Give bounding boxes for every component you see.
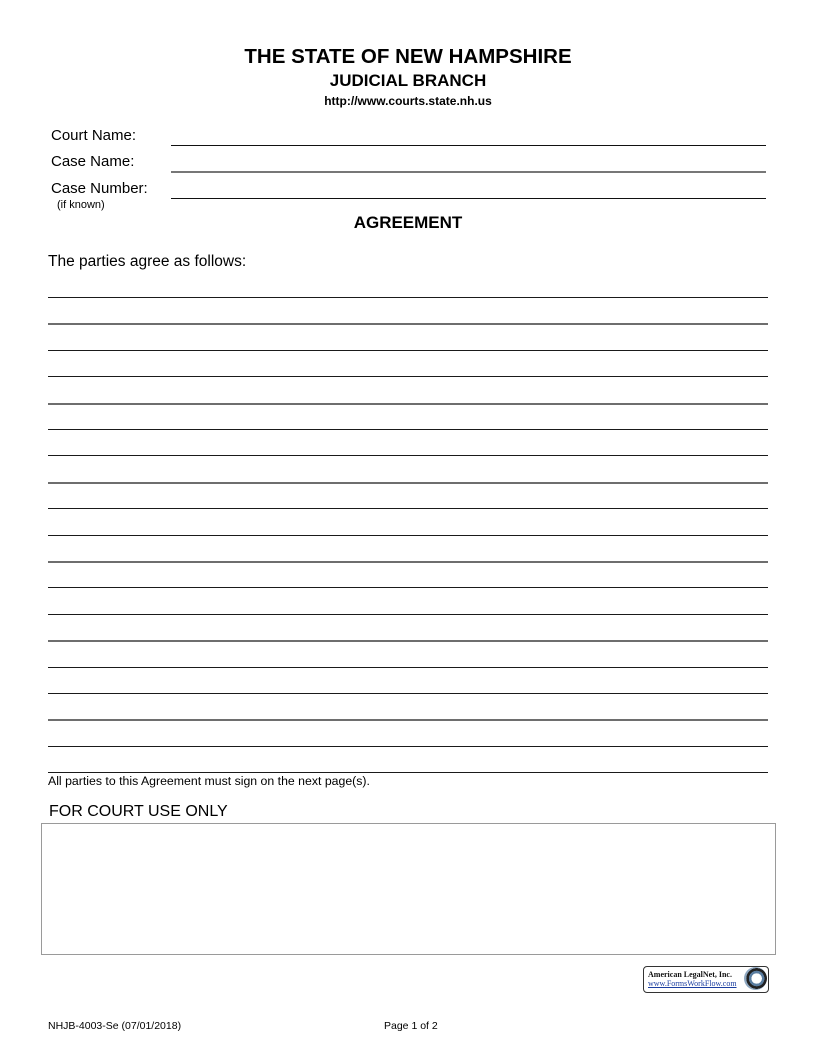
court-use-label: FOR COURT USE ONLY [49, 803, 228, 820]
page-number: Page 1 of 2 [384, 1020, 438, 1032]
form-id: NHJB-4003-Se (07/01/2018) [48, 1020, 182, 1032]
sign-note: All parties to this Agreement must sign on the next page(s). [48, 774, 370, 788]
case-number-field[interactable] [171, 198, 766, 199]
case-number-hint: (if known) [57, 199, 105, 211]
state-title: THE STATE OF NEW HAMPSHIRE [244, 45, 572, 68]
agreement-line[interactable] [48, 429, 768, 430]
globe-emblem-icon [744, 967, 767, 990]
logo-link[interactable]: www.FormsWorkFlow.com [648, 979, 737, 988]
branch-title: JUDICIAL BRANCH [329, 71, 487, 90]
case-name-field[interactable] [171, 171, 766, 173]
agreement-intro: The parties agree as follows: [48, 253, 247, 270]
court-use-box [41, 823, 776, 955]
case-number-label: Case Number: [51, 180, 148, 197]
agreement-line[interactable] [48, 640, 768, 642]
agreement-line[interactable] [48, 746, 768, 747]
case-name-label: Case Name: [51, 153, 135, 170]
agreement-line[interactable] [48, 667, 768, 668]
agreement-line[interactable] [48, 350, 768, 351]
american-legalnet-logo[interactable] [643, 966, 769, 993]
agreement-line[interactable] [48, 455, 768, 456]
agreement-line[interactable] [48, 403, 768, 405]
agreement-line[interactable] [48, 587, 768, 588]
agreement-line[interactable] [48, 376, 768, 377]
agreement-line[interactable] [48, 535, 768, 536]
agreement-line[interactable] [48, 561, 768, 563]
agreement-line[interactable] [48, 719, 768, 721]
agreement-line[interactable] [48, 614, 768, 615]
agreement-line[interactable] [48, 323, 768, 325]
logo-name: American LegalNet, Inc. [648, 970, 732, 979]
court-url: http://www.courts.state.nh.us [324, 94, 492, 108]
agreement-line[interactable] [48, 482, 768, 484]
agreement-title: AGREEMENT [353, 213, 463, 232]
court-name-field[interactable] [171, 145, 766, 146]
agreement-line[interactable] [48, 693, 768, 694]
court-name-label: Court Name: [51, 127, 137, 144]
agreement-line[interactable] [48, 508, 768, 509]
agreement-line[interactable] [48, 297, 768, 298]
